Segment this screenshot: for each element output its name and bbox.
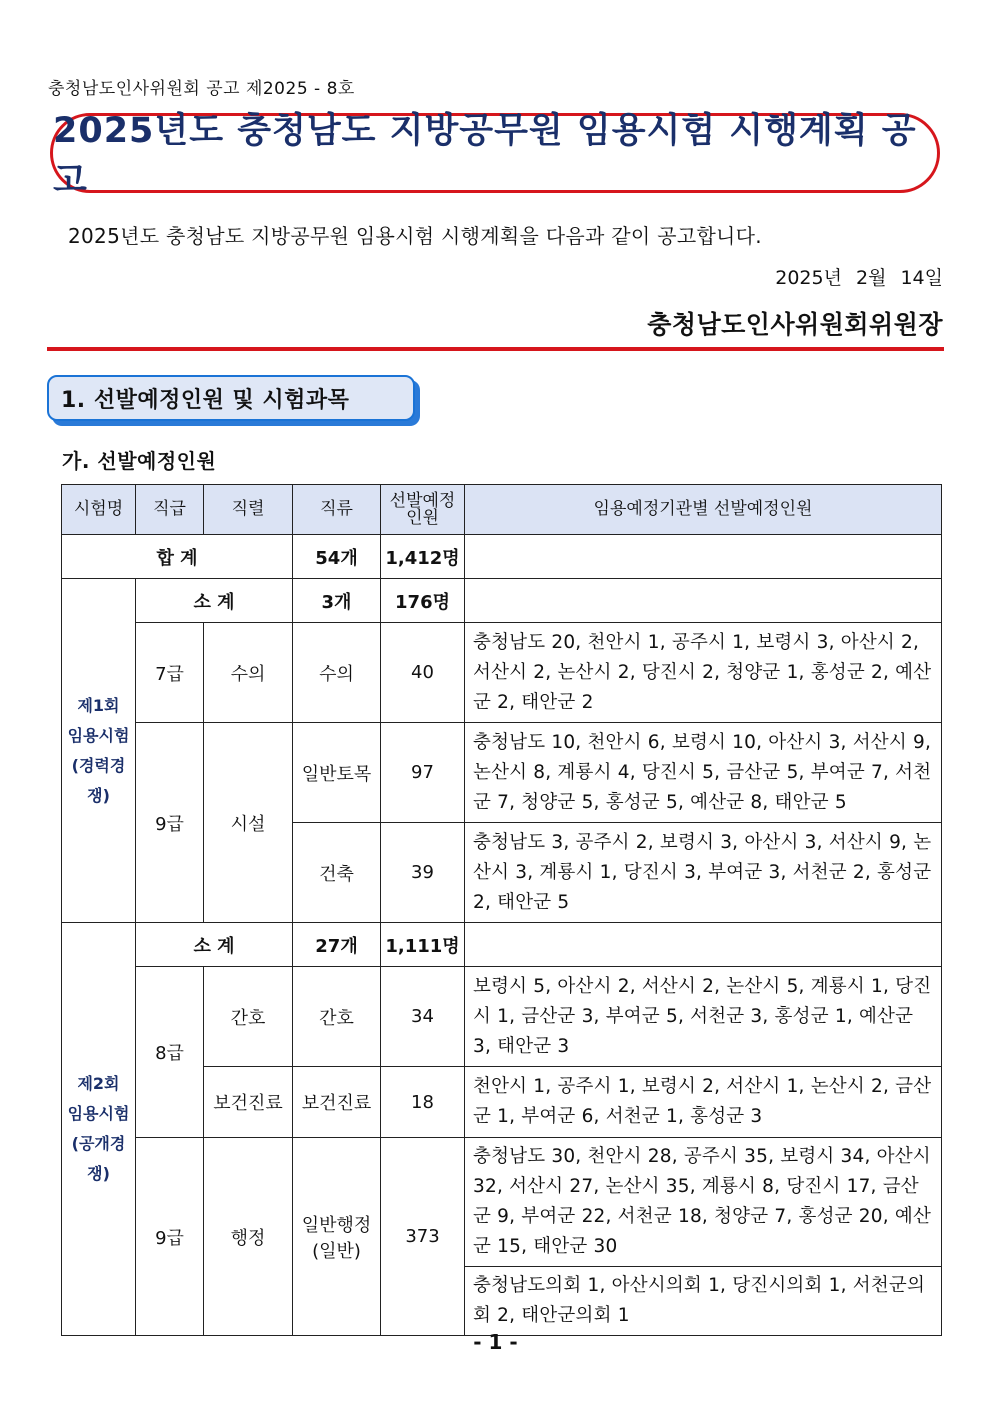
grade-cell: 8급 (136, 967, 204, 1138)
exam1-subtotal-row (62, 579, 942, 623)
count-cell: 18 (381, 1067, 465, 1138)
orgs-cell-council: 충청남도의회 1, 아산시의회 1, 당진시의회 1, 서천군의회 2, 태안군의회 1 (465, 1267, 942, 1336)
grade-cell: 7급 (136, 623, 204, 723)
table-row (62, 623, 942, 723)
subsection-title: 가. 선발예정인원 (62, 449, 217, 473)
total-count: 1,412명 (381, 535, 465, 579)
header-exam: 시험명 (62, 485, 136, 535)
page-number: - 1 - (473, 1330, 518, 1354)
document-title: 2025년도 충청남도 지방공무원 임용시험 시행계획 공고 (53, 111, 917, 201)
divider (47, 347, 944, 351)
class-cell: 보건진료 (293, 1067, 381, 1138)
header-grade: 직급 (136, 485, 204, 535)
total-orgs (465, 535, 942, 579)
notice-number: 충청남도인사위원회 공고 제2025 - 8호 (48, 79, 355, 99)
orgs-cell: 보령시 5, 아산시 2, 서산시 2, 논산시 5, 계룡시 1, 당진시 1, 금산군 3, 부여군 5, 서천군 3, 홍성군 1, 예산군 3, 태안군 3 (465, 967, 942, 1067)
exam2-subtotal-types: 27개 (293, 923, 381, 967)
table-row (62, 967, 942, 1067)
total-types: 54개 (293, 535, 381, 579)
exam1-name: 제1회 임용시험 (경력경쟁) (62, 579, 136, 923)
recruitment-table (61, 484, 942, 1336)
count-cell: 40 (381, 623, 465, 723)
series-cell: 행정 (204, 1138, 293, 1336)
header-orgs: 임용예정기관별 선발예정인원 (465, 485, 942, 535)
class-cell: 일반토목 (293, 723, 381, 823)
class-cell: 일반행정 (일반) (293, 1138, 381, 1336)
class-cell: 수의 (293, 623, 381, 723)
exam2-subtotal-orgs (465, 923, 942, 967)
series-cell: 간호 (204, 967, 293, 1067)
exam1-subtotal-count: 176명 (381, 579, 465, 623)
exam1-subtotal-orgs (465, 579, 942, 623)
count-cell: 39 (381, 823, 465, 923)
signer: 충청남도인사위원회위원장 (647, 310, 943, 339)
exam1-subtotal-label: 소 계 (136, 579, 293, 623)
section-title: 1. 선발예정인원 및 시험과목 (61, 387, 350, 413)
exam2-subtotal-label: 소 계 (136, 923, 293, 967)
table-row (62, 1138, 942, 1267)
class-cell: 건축 (293, 823, 381, 923)
exam2-subtotal-count: 1,111명 (381, 923, 465, 967)
series-cell: 시설 (204, 723, 293, 923)
header-count: 선발예정 인원 (381, 485, 465, 535)
class-cell: 간호 (293, 967, 381, 1067)
notice-date: 2025년 2월 14일 (775, 267, 943, 289)
orgs-cell: 충청남도 3, 공주시 2, 보령시 3, 아산시 3, 서산시 9, 논산시 3, 계룡시 1, 당진시 3, 부여군 3, 서천군 2, 홍성군 2, 태안군 5 (465, 823, 942, 923)
section-heading (47, 375, 415, 421)
series-cell: 수의 (204, 623, 293, 723)
header-series: 직렬 (204, 485, 293, 535)
orgs-cell: 충청남도 10, 천안시 6, 보령시 10, 아산시 3, 서산시 9, 논산시 8, 계룡시 4, 당진시 5, 금산군 5, 부여군 7, 서천군 7, 청양군 5, 홍성군 5, 예산군 8, 태안군 5 (465, 723, 942, 823)
total-label: 합 계 (62, 535, 293, 579)
count-cell: 34 (381, 967, 465, 1067)
intro-text: 2025년도 충청남도 지방공무원 임용시험 시행계획을 다음과 같이 공고합니다. (68, 224, 762, 248)
total-row (62, 535, 942, 579)
orgs-cell: 충청남도 30, 천안시 28, 공주시 35, 보령시 34, 아산시 32, 서산시 27, 논산시 35, 계룡시 8, 당진시 17, 금산군 9, 부여군 22, 서천군 18, 청양군 7, 홍성군 20, 예산군 15, 태안군 30 (465, 1138, 942, 1267)
series-cell: 보건진료 (204, 1067, 293, 1138)
title-banner (50, 111, 940, 201)
exam2-subtotal-row (62, 923, 942, 967)
exam2-name: 제2회 임용시험 (공개경쟁) (62, 923, 136, 1336)
grade-cell: 9급 (136, 723, 204, 923)
grade-cell: 9급 (136, 1138, 204, 1336)
table-row (62, 723, 942, 823)
count-cell: 97 (381, 723, 465, 823)
orgs-cell: 충청남도 20, 천안시 1, 공주시 1, 보령시 3, 아산시 2, 서산시 2, 논산시 2, 당진시 2, 청양군 1, 홍성군 2, 예산군 2, 태안군 2 (465, 623, 942, 723)
count-cell: 373 (381, 1138, 465, 1336)
header-class: 직류 (293, 485, 381, 535)
exam1-subtotal-types: 3개 (293, 579, 381, 623)
table-header-row (62, 485, 942, 535)
orgs-cell: 천안시 1, 공주시 1, 보령시 2, 서산시 1, 논산시 2, 금산군 1, 부여군 6, 서천군 1, 홍성군 3 (465, 1067, 942, 1138)
